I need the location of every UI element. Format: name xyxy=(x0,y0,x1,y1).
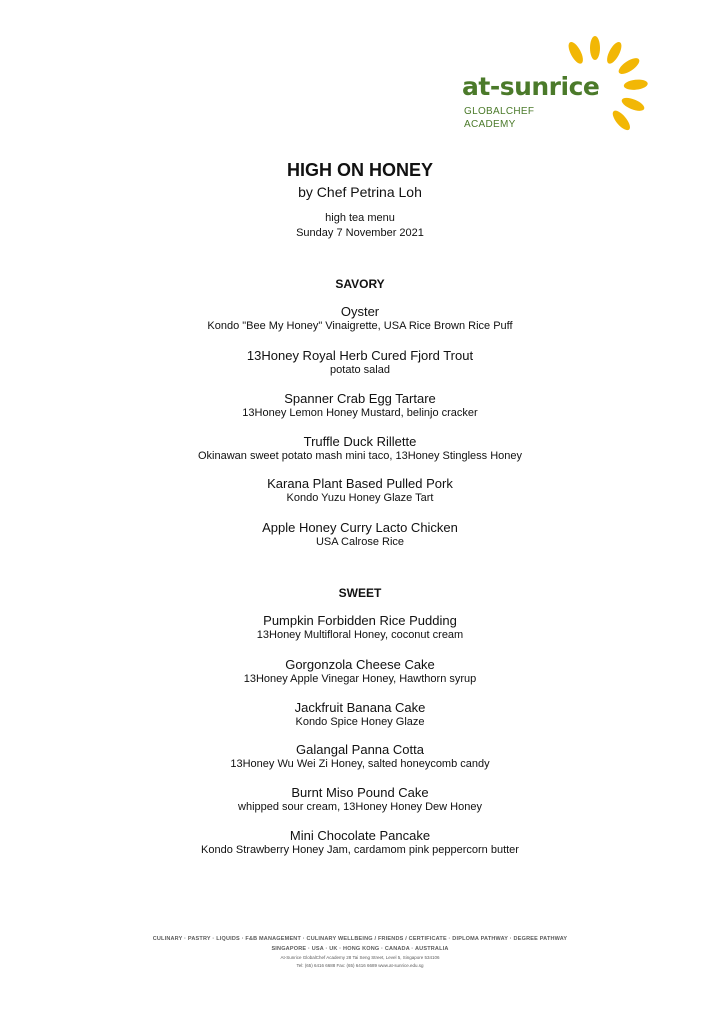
item-name: Mini Chocolate Pancake xyxy=(289,828,431,843)
menu-item xyxy=(0,520,720,549)
menu-item xyxy=(0,476,720,505)
item-name: Oyster xyxy=(340,304,380,319)
menu-subtitle: high tea menu xyxy=(325,212,395,224)
item-description: Kondo Strawberry Honey Jam, cardamom pink peppercorn butter xyxy=(201,844,519,856)
item-name: Truffle Duck Rillette xyxy=(303,434,417,449)
item-description: Kondo Spice Honey Glaze xyxy=(295,716,425,728)
item-description: Kondo "Bee My Honey" Vinaigrette, USA Rice Brown Rice Puff xyxy=(207,320,513,332)
item-name: Spanner Crab Egg Tartare xyxy=(284,391,436,406)
item-description: Kondo Yuzu Honey Glaze Tart xyxy=(286,492,434,504)
footer-locations: SINGAPORE · USA · UK · HONG KONG · CANADA · AUSTRALIA xyxy=(271,946,449,952)
logo-subtitle-line1: GLOBALCHEF xyxy=(464,106,535,117)
logo-wordmark: at-sunrice xyxy=(462,72,600,101)
menu-item xyxy=(0,434,720,463)
section-heading-savory: SAVORY xyxy=(335,277,385,291)
menu-item xyxy=(0,391,720,420)
menu-item xyxy=(0,613,720,642)
menu-item xyxy=(0,657,720,686)
item-name: Pumpkin Forbidden Rice Pudding xyxy=(263,613,457,628)
item-name: Karana Plant Based Pulled Pork xyxy=(267,476,453,491)
menu-item xyxy=(0,828,720,857)
item-name: Galangal Panna Cotta xyxy=(296,742,424,757)
item-description: 13Honey Wu Wei Zi Honey, salted honeycomb candy xyxy=(230,758,490,770)
item-name: 13Honey Royal Herb Cured Fjord Trout xyxy=(246,348,474,363)
menu-author: by Chef Petrina Loh xyxy=(298,184,422,200)
item-description: whipped sour cream, 13Honey Honey Dew Honey xyxy=(238,801,482,813)
item-name: Jackfruit Banana Cake xyxy=(294,700,426,715)
menu-date: Sunday 7 November 2021 xyxy=(296,227,424,239)
item-description: 13Honey Lemon Honey Mustard, belinjo cracker xyxy=(242,407,478,419)
footer-contact: Tel: (65) 6416 6688 Fax: (65) 6416 6689 www.at-sunrice.edu.sg xyxy=(296,963,424,968)
item-description: Okinawan sweet potato mash mini taco, 13Honey Stingless Honey xyxy=(197,450,523,462)
item-description: 13Honey Apple Vinegar Honey, Hawthorn syrup xyxy=(243,673,477,685)
item-description: potato salad xyxy=(330,364,390,376)
footer-programs: CULINARY · PASTRY · LIQUIDS · F&B MANAGEMENT · CULINARY WELLBEING / FRIENDS / CERTIFICATE · DIPLOMA PATHWAY · DEGREE PATHWAY xyxy=(152,936,568,942)
menu-item xyxy=(0,700,720,729)
menu-item xyxy=(0,348,720,377)
footer-address: At-Sunrice GlobalChef Academy 28 Tai Seng Street, Level 5, Singapore 534106 xyxy=(280,955,440,960)
menu-item xyxy=(0,304,720,333)
menu-title: HIGH ON HONEY xyxy=(286,160,433,180)
logo-subtitle-line2: ACADEMY xyxy=(464,119,516,130)
item-name: Burnt Miso Pound Cake xyxy=(291,785,429,800)
item-name: Apple Honey Curry Lacto Chicken xyxy=(262,520,458,535)
section-heading-sweet: SWEET xyxy=(338,586,382,600)
menu-item xyxy=(0,742,720,771)
item-name: Gorgonzola Cheese Cake xyxy=(285,657,435,672)
brand-logo xyxy=(462,34,652,144)
item-description: USA Calrose Rice xyxy=(315,536,405,548)
menu-item xyxy=(0,785,720,814)
item-description: 13Honey Multifloral Honey, coconut cream xyxy=(256,629,464,641)
